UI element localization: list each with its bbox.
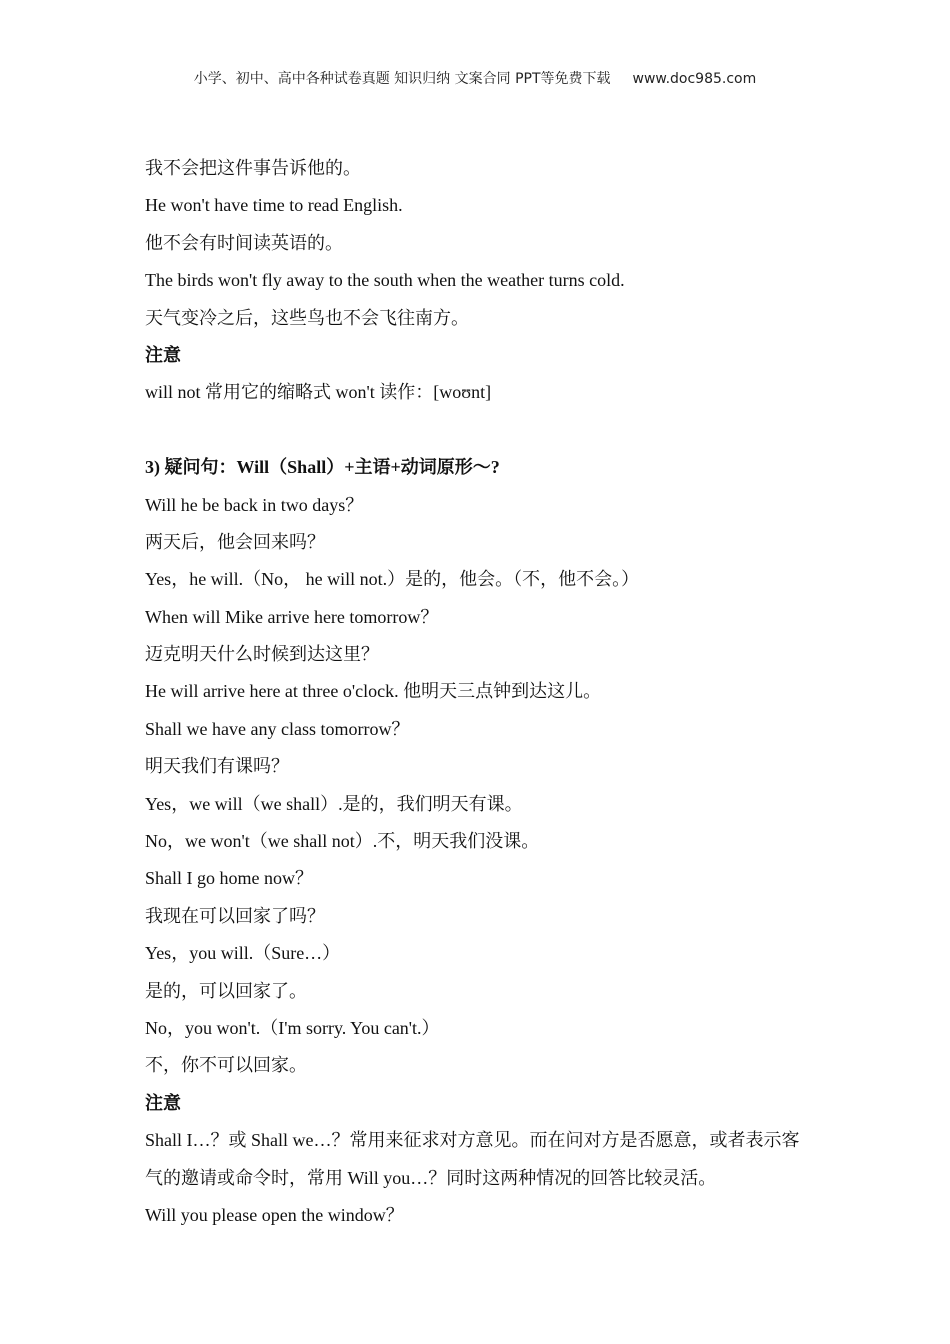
text-line: Shall we have any class tomorrow？ (145, 718, 410, 739)
text-line: Will he be back in two days？ (145, 494, 364, 515)
text-line: 迈克明天什么时候到达这里？ (145, 644, 379, 665)
document-body (145, 150, 810, 1234)
text-line: 两天后，他会回来吗？ (145, 531, 325, 552)
text-line: Yes，he will.（No， he will not.）是的，他会。（不，他不会。） (145, 569, 640, 590)
text-line: 天气变冷之后，这些鸟也不会飞往南方。 (145, 307, 469, 328)
paragraph-gap (145, 412, 810, 449)
text-line: No，you won't.（I'm sorry. You can't.） (145, 1017, 440, 1038)
text-line: Will you please open the window？ (145, 1204, 404, 1225)
text-line: 是的，可以回家了。 (145, 980, 307, 1001)
note-heading: 注意 (145, 1092, 181, 1113)
text-line: 他不会有时间读英语的。 (145, 232, 343, 253)
text-line: will not 常用它的缩略式 won't 读作：[woʊnt] (145, 382, 492, 403)
text-line: Yes，you will.（Sure…） (145, 943, 341, 964)
text-line: Shall I go home now？ (145, 868, 313, 889)
text-paragraph: Shall I…？或 Shall we…？常用来征求对方意见。而在问对方是否愿意，或者表示客气的邀请或命令时，常用 Will you…？同时这两种情况的回答比较灵活。 (145, 1130, 800, 1188)
text-line: Yes，we will（we shall）.是的，我们明天有课。 (145, 793, 523, 814)
text-line: 不，你不可以回家。 (145, 1055, 307, 1076)
text-line: 我不会把这件事告诉他的。 (145, 158, 361, 178)
note-heading: 注意 (145, 344, 181, 365)
text-line: He will arrive here at three o'clock. 他明天三点钟到达这儿。 (145, 681, 602, 702)
text-line: No，we won't（we shall not）.不，明天我们没课。 (145, 831, 540, 852)
text-line: 明天我们有课吗？ (145, 756, 289, 777)
page-header (0, 68, 950, 88)
header-site-link[interactable]: www.doc985.com (632, 71, 757, 87)
text-line: He won't have time to read English. (145, 195, 403, 216)
section-heading: 3) 疑问句：Will（Shall）+主语+动词原形～? (145, 457, 500, 478)
text-line: When will Mike arrive here tomorrow？ (145, 606, 439, 627)
text-line: The birds won't fly away to the south when the weather turns cold. (145, 270, 625, 291)
text-line: 我现在可以回家了吗？ (145, 905, 325, 926)
header-text: 小学、初中、高中各种试卷真题 知识归纳 文案合同 PPT等免费下载 (193, 71, 611, 87)
